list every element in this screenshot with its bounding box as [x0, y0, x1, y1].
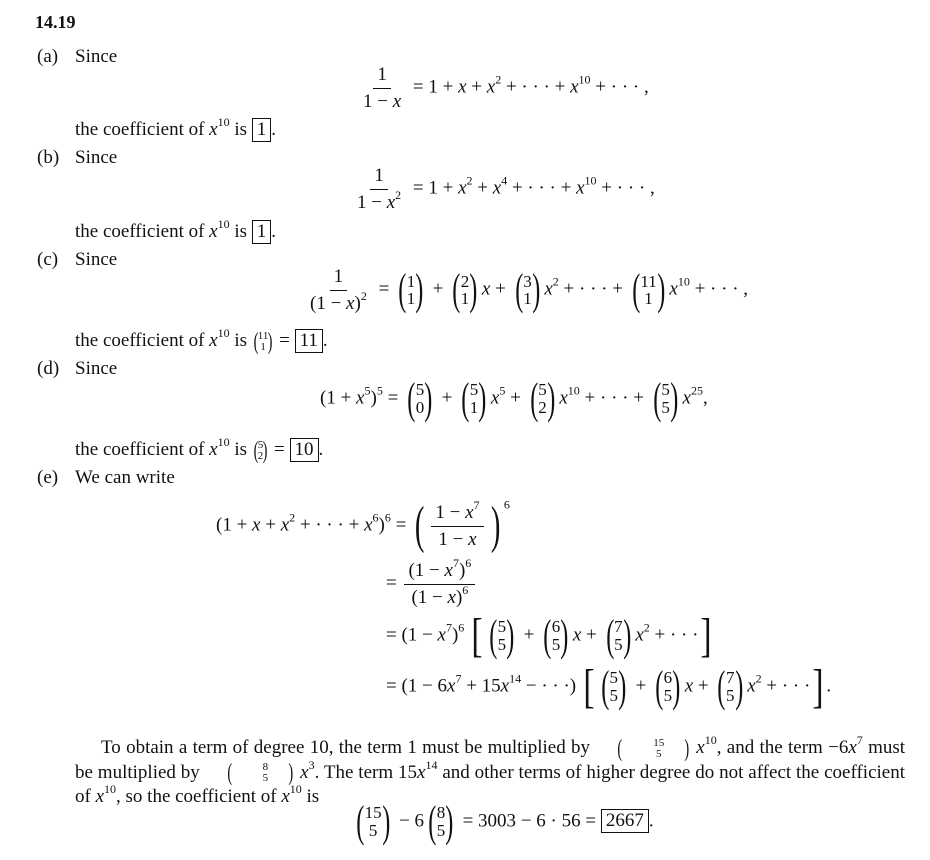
part-b-label: (b) [37, 147, 60, 168]
part-e-line-2: = $\frac{(1 - x^7)^6}{(1 - x)^6}$ [386, 560, 478, 609]
problem-number: 14.19 [35, 12, 76, 32]
part-a-label: (a) [37, 46, 59, 67]
part-c-label: (c) [37, 249, 59, 270]
part-d-result: 10 [290, 438, 319, 462]
part-c-result: 11 [295, 329, 323, 353]
part-d-intro: Since [75, 358, 118, 379]
part-b-result: 1 [252, 220, 272, 244]
part-b-intro: Since [75, 147, 118, 168]
part-e-explanation: To obtain a term of degree 10, the term 1 must be multiplied by ( 15 5 ) $x^{10}$, and the term $-6x^7$ must be multiplied by ( 8 5 ) $x^3$. The term $15x^{14}$ and other terms of higher degree do not affect the coefficient of $x^{10}$, so the coefficient of $x^{10}$ is [75, 733, 906, 808]
part-a-result: 1 [252, 118, 272, 142]
part-a-equation: $\frac{1}{1 - x}$ = $1 + x + x^2$ + · · · + $x^{10}$ + · · · , [363, 64, 649, 112]
part-c-equation: $\frac{1}{(1 - x)^2}$ = ( 1 1 ) + ( 2 1 ) x + ( 3 1 ) $x^2$ + · · · + ( 11 1 ) $x^{10}$ + · · · , [310, 265, 749, 315]
part-d-label: (d) [37, 358, 60, 379]
part-b-conclusion: the coefficient of $x^{10}$ is 1 . [75, 217, 277, 242]
part-e-line-3: = $(1 - x^7)^6$ [ ( 5 5 ) + ( 6 5 ) x + ( 7 5 ) $x^2$ + · · ·] [386, 609, 713, 662]
part-c-conclusion: the coefficient of $x^{10}$ is ( 11 1 ) = 11 . [75, 326, 328, 355]
part-e-line-4: = ($1 - 6x^7 + 15x^{14}$ − · · ·) [ ( 5 5 ) + ( 6 5 ) x + ( 7 5 ) $x^2$ + · · ·] . [386, 660, 832, 713]
part-c-intro: Since [75, 249, 118, 270]
part-a-intro: Since [75, 46, 118, 67]
part-d-equation: $(1 + x^5)^5$ = ( 5 0 ) + ( 5 1 ) $x^5$ + ( 5 2 ) $x^{10}$ + · · · + ( 5 5 ) $x^{25}$, [320, 374, 708, 423]
part-d-conclusion: the coefficient of $x^{10}$ is ( 5 2 ) = 10 . [75, 435, 324, 464]
part-e-intro: We can write [75, 467, 175, 488]
part-b-equation: $\frac{1}{1 - x^2}$ = $1 + x^2 + x^4$ + · · · + $x^{10}$ + · · · , [357, 165, 655, 213]
part-e-line-1: ($1 + x + x^2$ + · · · + $x^6)^6$ = ( $\frac{1 - x^7}{1 - x}$ ) $^6$ [216, 497, 510, 554]
part-e-result: 2667 [601, 809, 649, 833]
part-e-label: (e) [37, 467, 59, 488]
part-a-conclusion: the coefficient of $x^{10}$ is 1 . [75, 115, 277, 140]
part-e-final-equation: ( 15 5 ) − 6 ( 8 5 ) = 3003 − 6 · 56 = 2667 . [356, 797, 654, 846]
